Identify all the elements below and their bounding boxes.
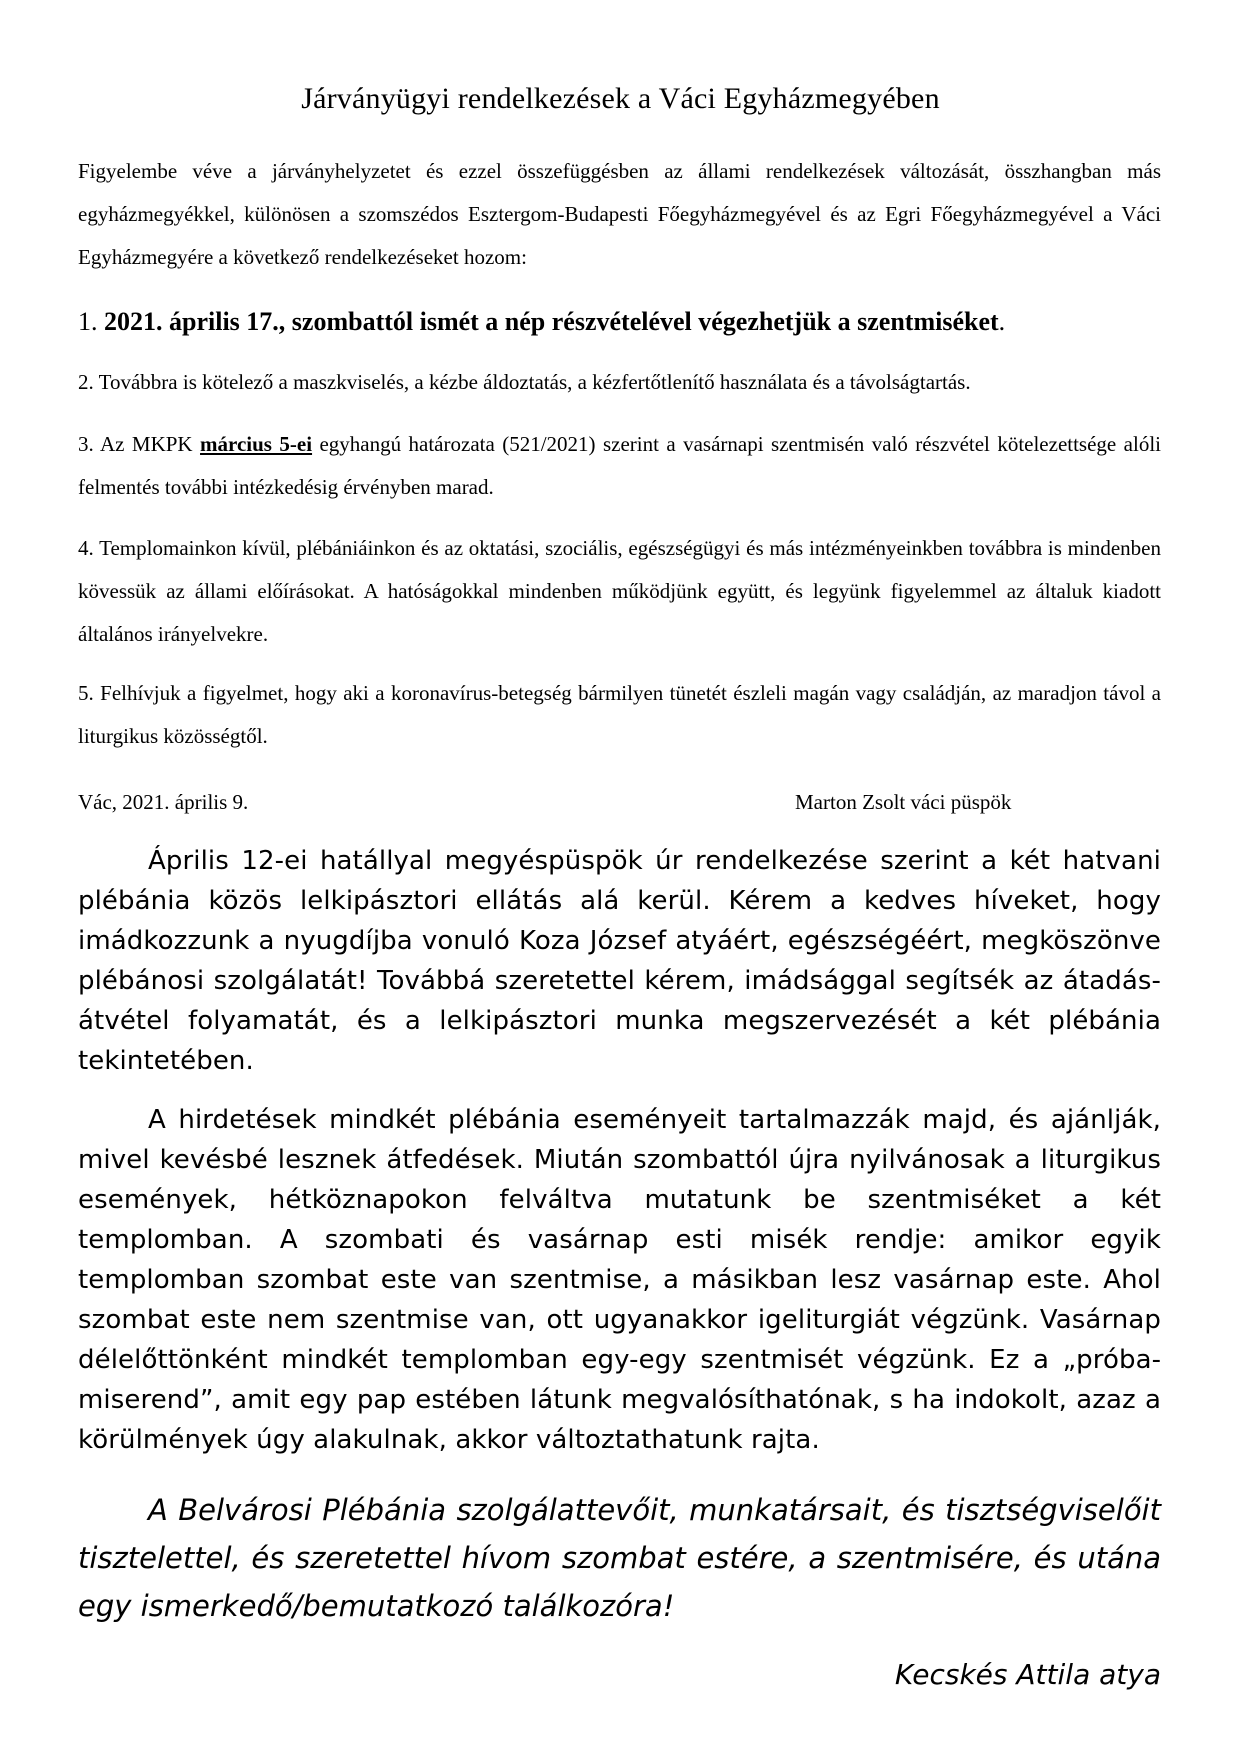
item-1-end: . xyxy=(998,307,1006,336)
item-1 xyxy=(78,302,1161,342)
item-5: 5. Felhívjuk a figyelmet, hogy aki a koronavírus-betegség bármilyen tünetét észleli magán vagy családján, az maradjon távol a liturgikus közösségtől. xyxy=(78,681,1161,748)
bishop-signature: Marton Zsolt váci püspök xyxy=(795,790,1012,814)
item-1-bold-text: 2021. április 17., szombattól ismét a nép részvételével végezhetjük a szentmiséket xyxy=(104,307,999,336)
item-1-number: 1. xyxy=(78,307,104,336)
notice-paragraph-1: Április 12-ei hatállyal megyéspüspök úr rendelkezése szerint a két hatvani plébánia közös lelkipásztori ellátás alá kerül. Kérem a kedves híveket, hogy imádkozzunk a nyugdíjba vonuló Koza József atyáért, egészségéért, megköszönve plébánosi szolgálatát! Továbbá szeretettel kérem, imádsággal segítsék az átadás-átvétel folyamatát, és a lelkipásztori munka megszervezését a két plébánia tekintetében. xyxy=(78,846,1161,1076)
item-3 xyxy=(78,423,1161,509)
invitation-paragraph: A Belvárosi Plébánia szolgálattevőit, munkatársait, és tisztségviselőit tisztelettel, és szeretettel hívom szombat estére, a szentmisére, és utána egy ismerkedő/bemutatkozó találkozóra! xyxy=(78,1493,1161,1623)
item-3-post: egyhangú határozata (521/2021) szerint a vasárnapi szentmisén való részvétel kötelezettsége alóli felmentés további intézkedésig érvényben marad. xyxy=(78,432,1161,499)
notice-paragraph-2: A hirdetések mindkét plébánia eseményeit tartalmazzák majd, és ajánlják, mivel kevésbé lesznek átfedések. Miután szombattól újra nyilvánosak a liturgikus események, hétköznapokon felváltva mutatunk be szentmiséket a két templomban. A szombati és vasárnap esti misék rendje: amikor egyik templomban szombat este van szentmise, a másikban lesz vasárnap este. Ahol szombat este nem szentmise van, ott ugyanakkor igeliturgiát végzünk. Vasárnap délelőttönként mindkét templomban egy-egy szentmisét végzünk. Ez a „próbamiserend”, amit egy pap estében látunk megvalósíthatónak, s ha indokolt, azaz a körülmények úgy alakulnak, akkor változtathatunk rajta. xyxy=(78,1105,1161,1455)
item-4: 4. Templomainkon kívül, plébániáinkon és az oktatási, szociális, egészségügyi és más intézményeinkben továbbra is mindenben kövessük az állami előírásokat. A hatóságokkal mindenben működjünk együtt, és legyünk figyelemmel az általuk kiadott általános irányelvekre. xyxy=(78,536,1161,646)
item-2: 2. Továbbra is kötelező a maszkviselés, a kézbe áldoztatás, a kézfertőtlenítő használata és a távolságtartás. xyxy=(78,370,971,394)
item-3-pre: 3. Az MKPK xyxy=(78,432,201,456)
document-title: Járványügyi rendelkezések a Váci Egyházmegyében xyxy=(301,82,940,115)
priest-signature: Kecskés Attila atya xyxy=(894,1658,1161,1691)
place-date: Vác, 2021. április 9. xyxy=(78,790,249,814)
intro-paragraph: Figyelembe véve a járványhelyzetet és ezzel összefüggésben az állami rendelkezések változását, összhangban más egyházmegyékkel, különösen a szomszédos Esztergom-Budapesti Főegyházmegyével és az Egri Főegyházmegyével a Váci Egyházmegyére a következő rendelkezéseket hozom: xyxy=(78,159,1161,269)
item-3-underlined-date: március 5-ei xyxy=(200,432,313,456)
